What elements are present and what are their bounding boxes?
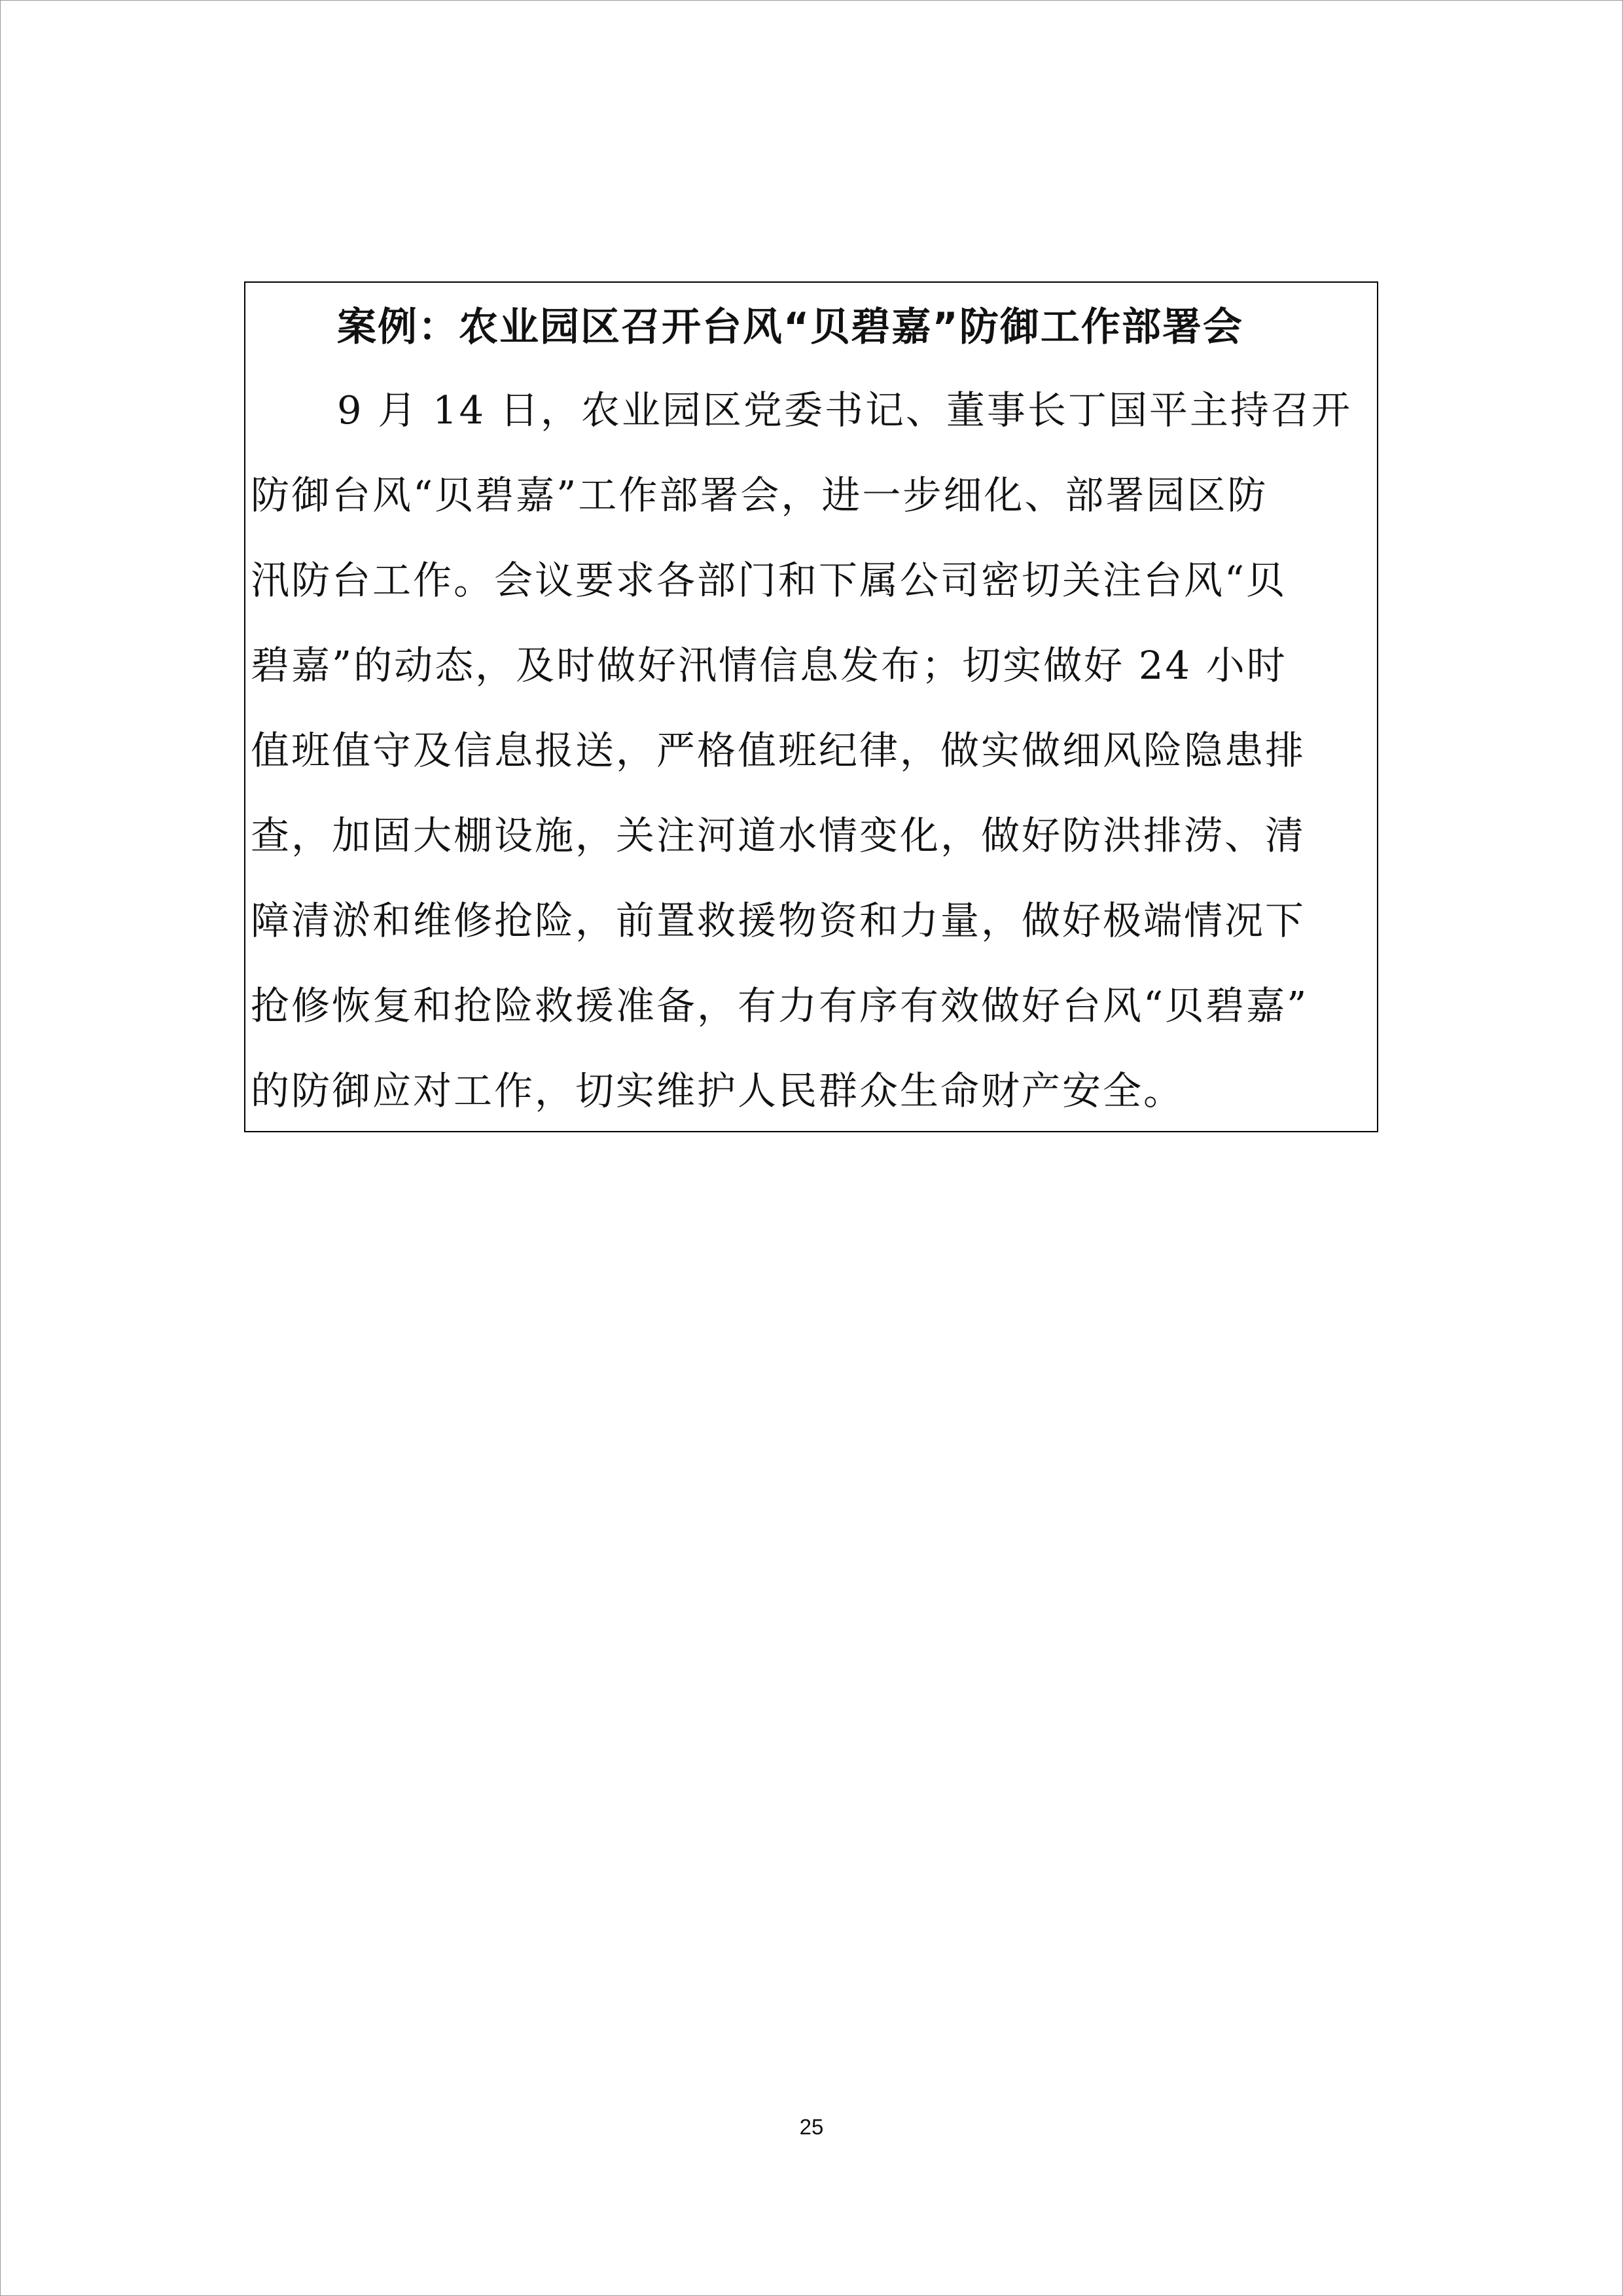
case-body-line-3: 汛防台工作。会议要求各部门和下属公司密切关注台风“贝 [251, 558, 1287, 603]
case-study-box [244, 281, 1378, 1132]
case-body-line-2: 防御台风“贝碧嘉”工作部署会，进一步细化、部署园区防 [251, 473, 1268, 518]
case-body-line-5: 值班值守及信息报送，严格值班纪律，做实做细风险隐患排 [251, 728, 1306, 773]
case-body-line-1: 9 月 14 日，农业园区党委书记、董事长丁国平主持召开 [337, 387, 1352, 433]
case-body-line-9: 的防御应对工作，切实维护人民群众生命财产安全。 [251, 1068, 1185, 1113]
case-body-line-6: 查，加固大棚设施，关注河道水情变化，做好防洪排涝、清 [251, 813, 1306, 858]
page-number: 25 [799, 2115, 824, 2139]
case-body-line-8: 抢修恢复和抢险救援准备，有力有序有效做好台风“贝碧嘉” [251, 983, 1309, 1028]
case-body [251, 368, 1377, 1134]
case-title: 案例：农业园区召开台风“贝碧嘉”防御工作部署会 [337, 304, 1243, 350]
case-body-line-4: 碧嘉”的动态，及时做好汛情信息发布；切实做好 24 小时 [251, 643, 1287, 688]
case-body-line-7: 障清淤和维修抢险，前置救援物资和力量，做好极端情况下 [251, 898, 1306, 943]
